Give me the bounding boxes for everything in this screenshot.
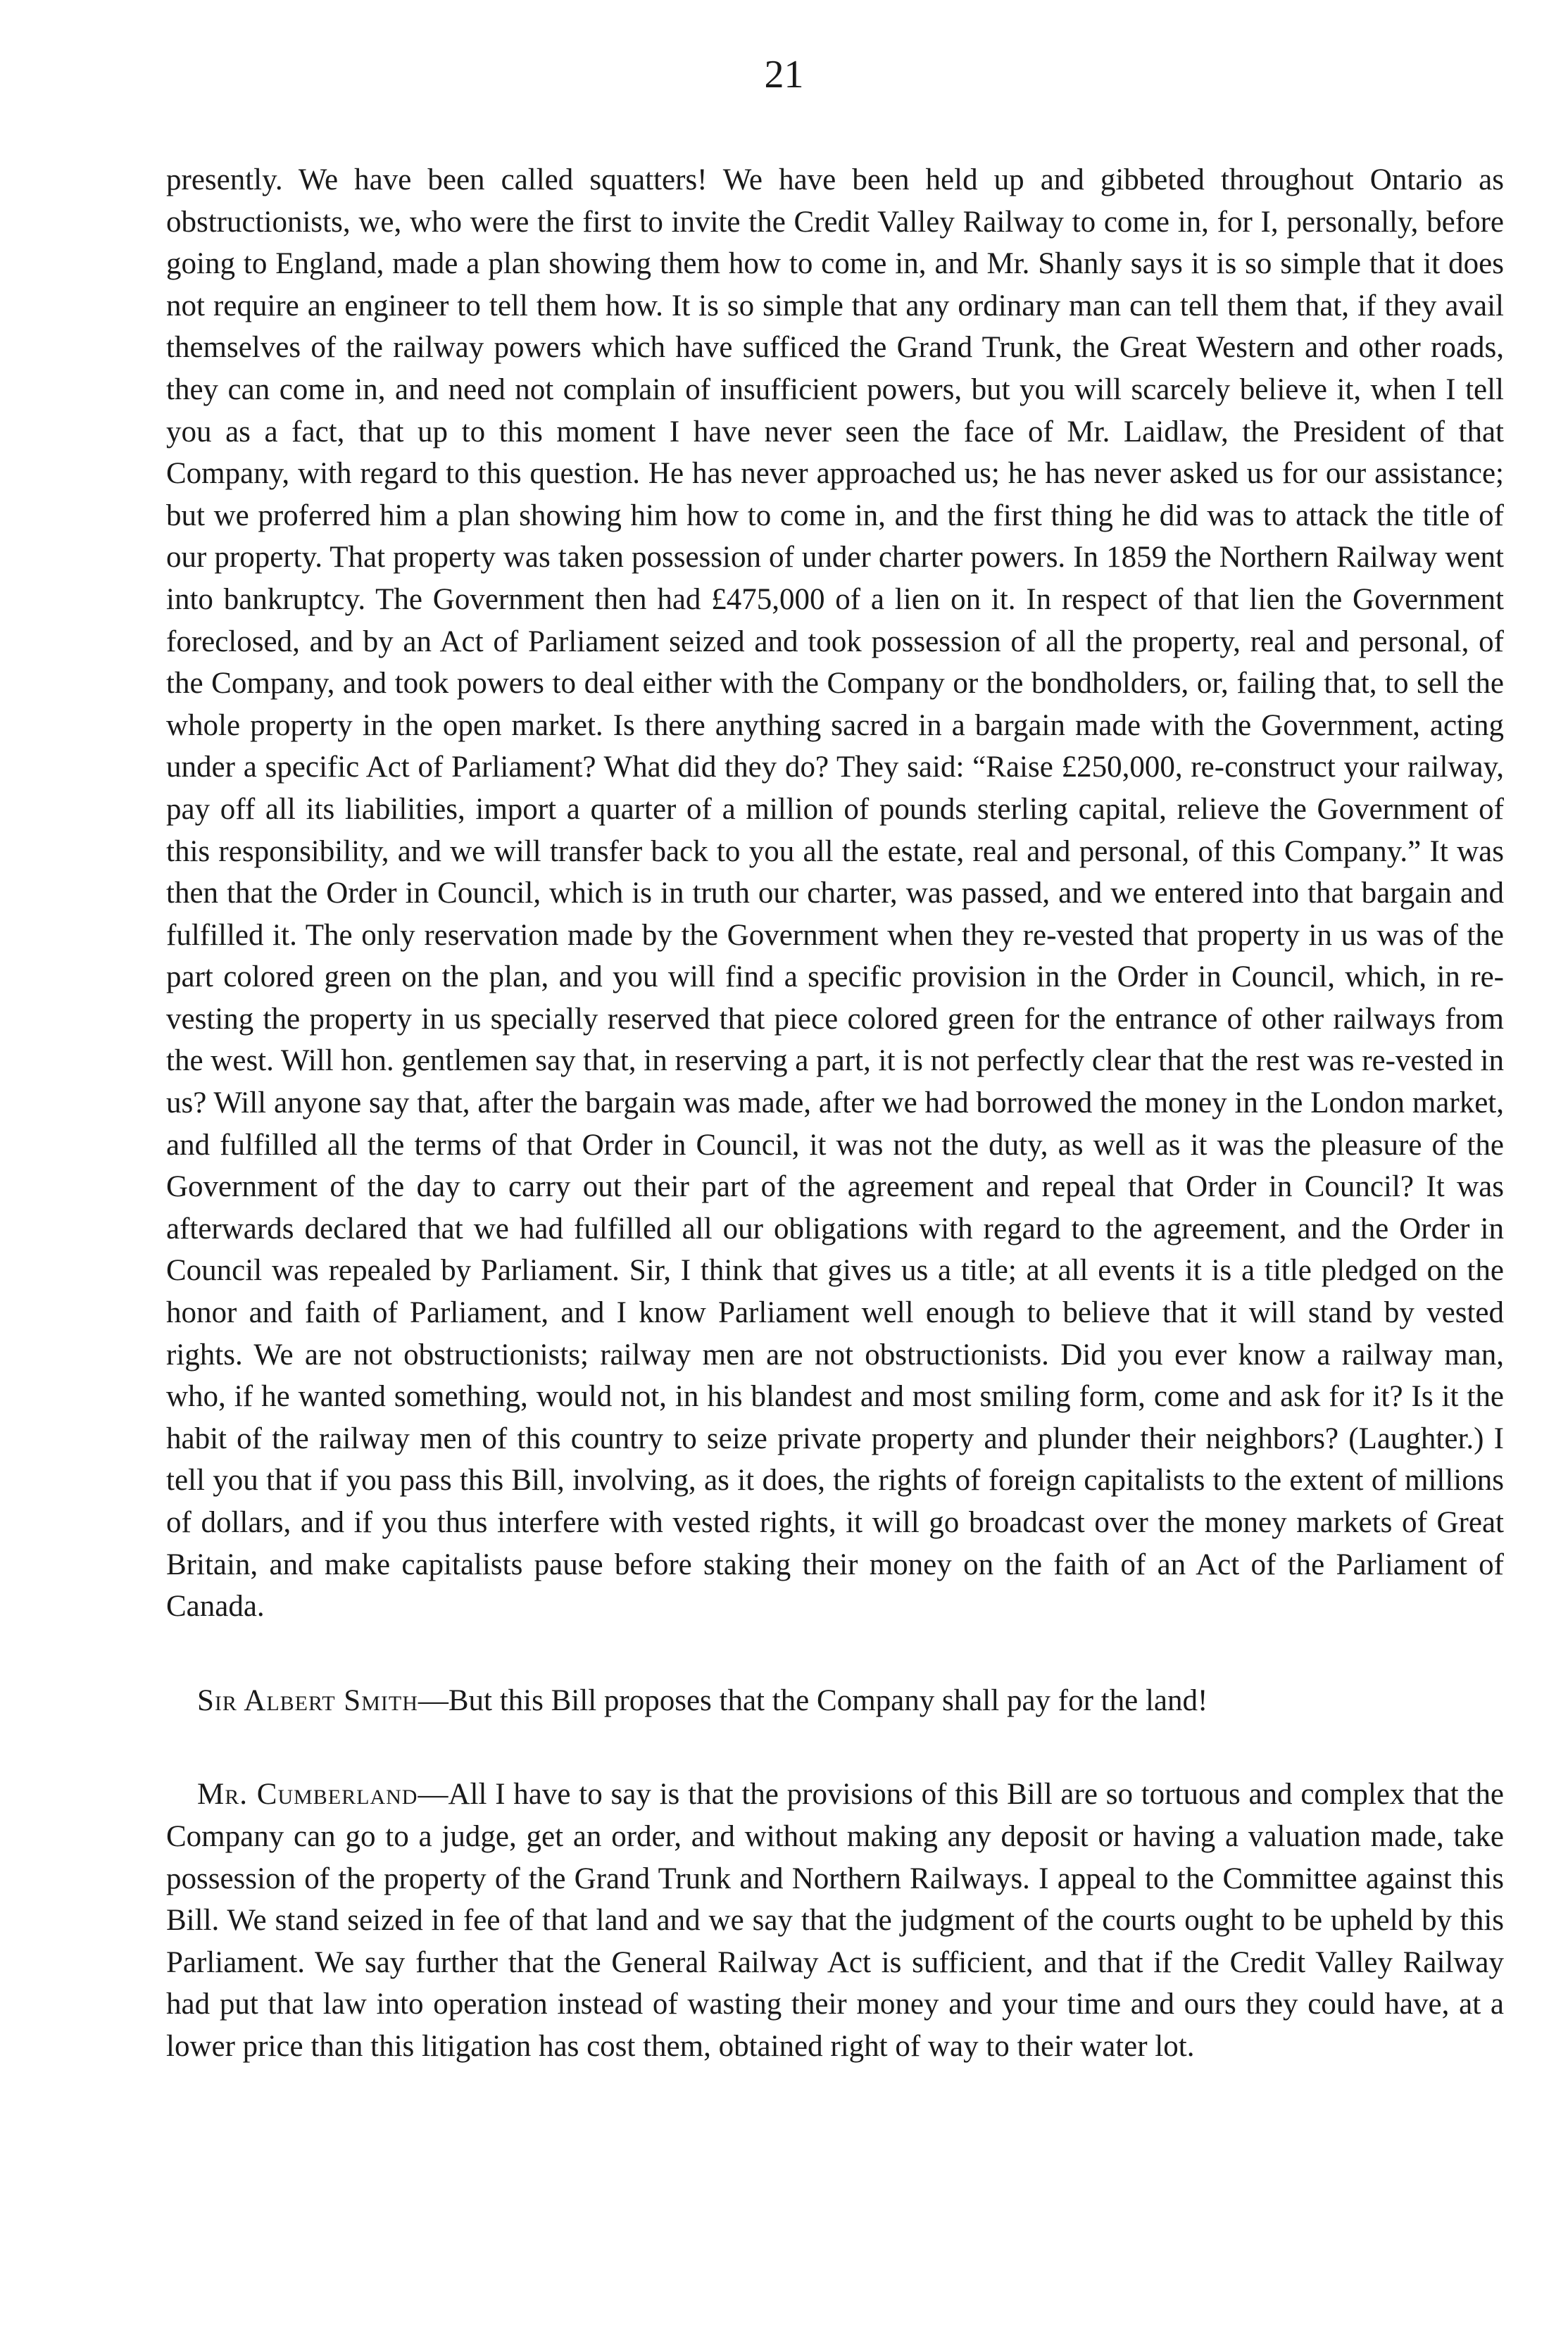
speaker-name: Sir Albert Smith xyxy=(197,1683,418,1717)
page-number: 21 xyxy=(764,53,804,96)
paragraph-text: —But this Bill proposes that the Company shall pay for the land! xyxy=(418,1683,1208,1717)
speaker-name: Mr. Cumberland xyxy=(197,1778,418,1812)
paragraph-reply xyxy=(166,1774,1504,2067)
paragraph-continued-speech xyxy=(166,159,1504,1628)
paragraph-text: —All I have to say is that the provisions of this Bill are so tortuous and complex that the Company can go to a judge, get an order, and without making any deposit or having a valuation made, take possession of the property of the Grand Trunk and Northern Railways. I appeal to the Committee against this Bill. We stand seized in fee of that land and we say that the judgment of the courts ought to be upheld by this Parliament. We say further that the General Railway Act is sufficient, and that if the Credit Valley Railway had put that law into operation instead of wasting their money and your time and ours they could have, at a lower price than this litigation has cost them, obtained right of way to their water lot. xyxy=(166,1778,1504,2063)
paragraph-text: presently. We have been called squatters! We have been held up and gibbeted throughout Ontario as obstructionists, we, who were the first to invite the Credit Valley Railway to come in, for I, personally, before going to England, made a plan showing them how to come in, and Mr. Shanly says it is so simple that it does not require an engineer to tell them how. It is so simple that any ordinary man can tell them that, if they avail themselves of the railway powers which have sufficed the Grand Trunk, the Great Western and other roads, they can come in, and need not complain of insufficient powers, but you will scarcely believe it, when I tell you as a fact, that up to this moment I have never seen the face of Mr. Laidlaw, the President of that Company, with regard to this question. He has never approached us; he has never asked us for our assistance; but we proferred him a plan showing him how to come in, and the first thing he did was to attack the title of our property. That property was taken possession of under charter powers. In 1859 the Northern Railway went into bankruptcy. The Government then had £475,000 of a lien on it. In respect of that lien the Government foreclosed, and by an Act of Parliament seized and took possession of all the property, real and personal, of the Company, and took powers to deal either with the Company or the bondholders, or, failing that, to sell the whole property in the open market. Is there anything sacred in a bargain made with the Government, acting under a specific Act of Parliament? What did they do? They said: “Raise £250,000, re-construct your railway, pay off all its liabilities, import a quarter of a million of pounds sterling capital, relieve the Government of this responsibility, and we will transfer back to you all the estate, real and personal, of this Company.” It was then that the Order in Council, which is in truth our charter, was passed, and we entered into that bargain and fulfilled it. The only reservation made by the Government when they re-vested that property in us was of the part colored green on the plan, and you will find a specific provision in the Order in Council, which, in re-vesting the property in us specially reserved that piece colored green for the entrance of other railways from the west. Will hon. gentlemen say that, in reserving a part, it is not perfectly clear that the rest was re-vested in us? Will anyone say that, after the bargain was made, after we had borrowed the money in the London market, and fulfilled all the terms of that Order in Council, it was not the duty, as well as it was the pleasure of the Government of the day to carry out their part of the agreement and repeal that Order in Council? It was afterwards declared that we had fulfilled all our obligations with regard to the agreement, and the Order in Council was repealed by Parliament. Sir, I think that gives us a title; at all events it is a title pledged on the honor and faith of Parliament, and I know Parliament well enough to believe that it will stand by vested rights. We are not obstructionists; railway men are not obstructionists. Did you ever know a railway man, who, if he wanted something, would not, in his blandest and most smiling form, come and ask for it? Is it the habit of the railway men of this country to seize private property and plunder their neighbors? (Laughter.) I tell you that if you pass this Bill, involving, as it does, the rights of foreign capitalists to the extent of millions of dollars, and if you thus interfere with vested rights, it will go broadcast over the money markets of Great Britain, and make capitalists pause before staking their money on the faith of an Act of the Parliament of Canada. xyxy=(166,163,1504,1624)
paragraph-interjection xyxy=(166,1680,1504,1722)
body-text xyxy=(166,159,1504,2068)
